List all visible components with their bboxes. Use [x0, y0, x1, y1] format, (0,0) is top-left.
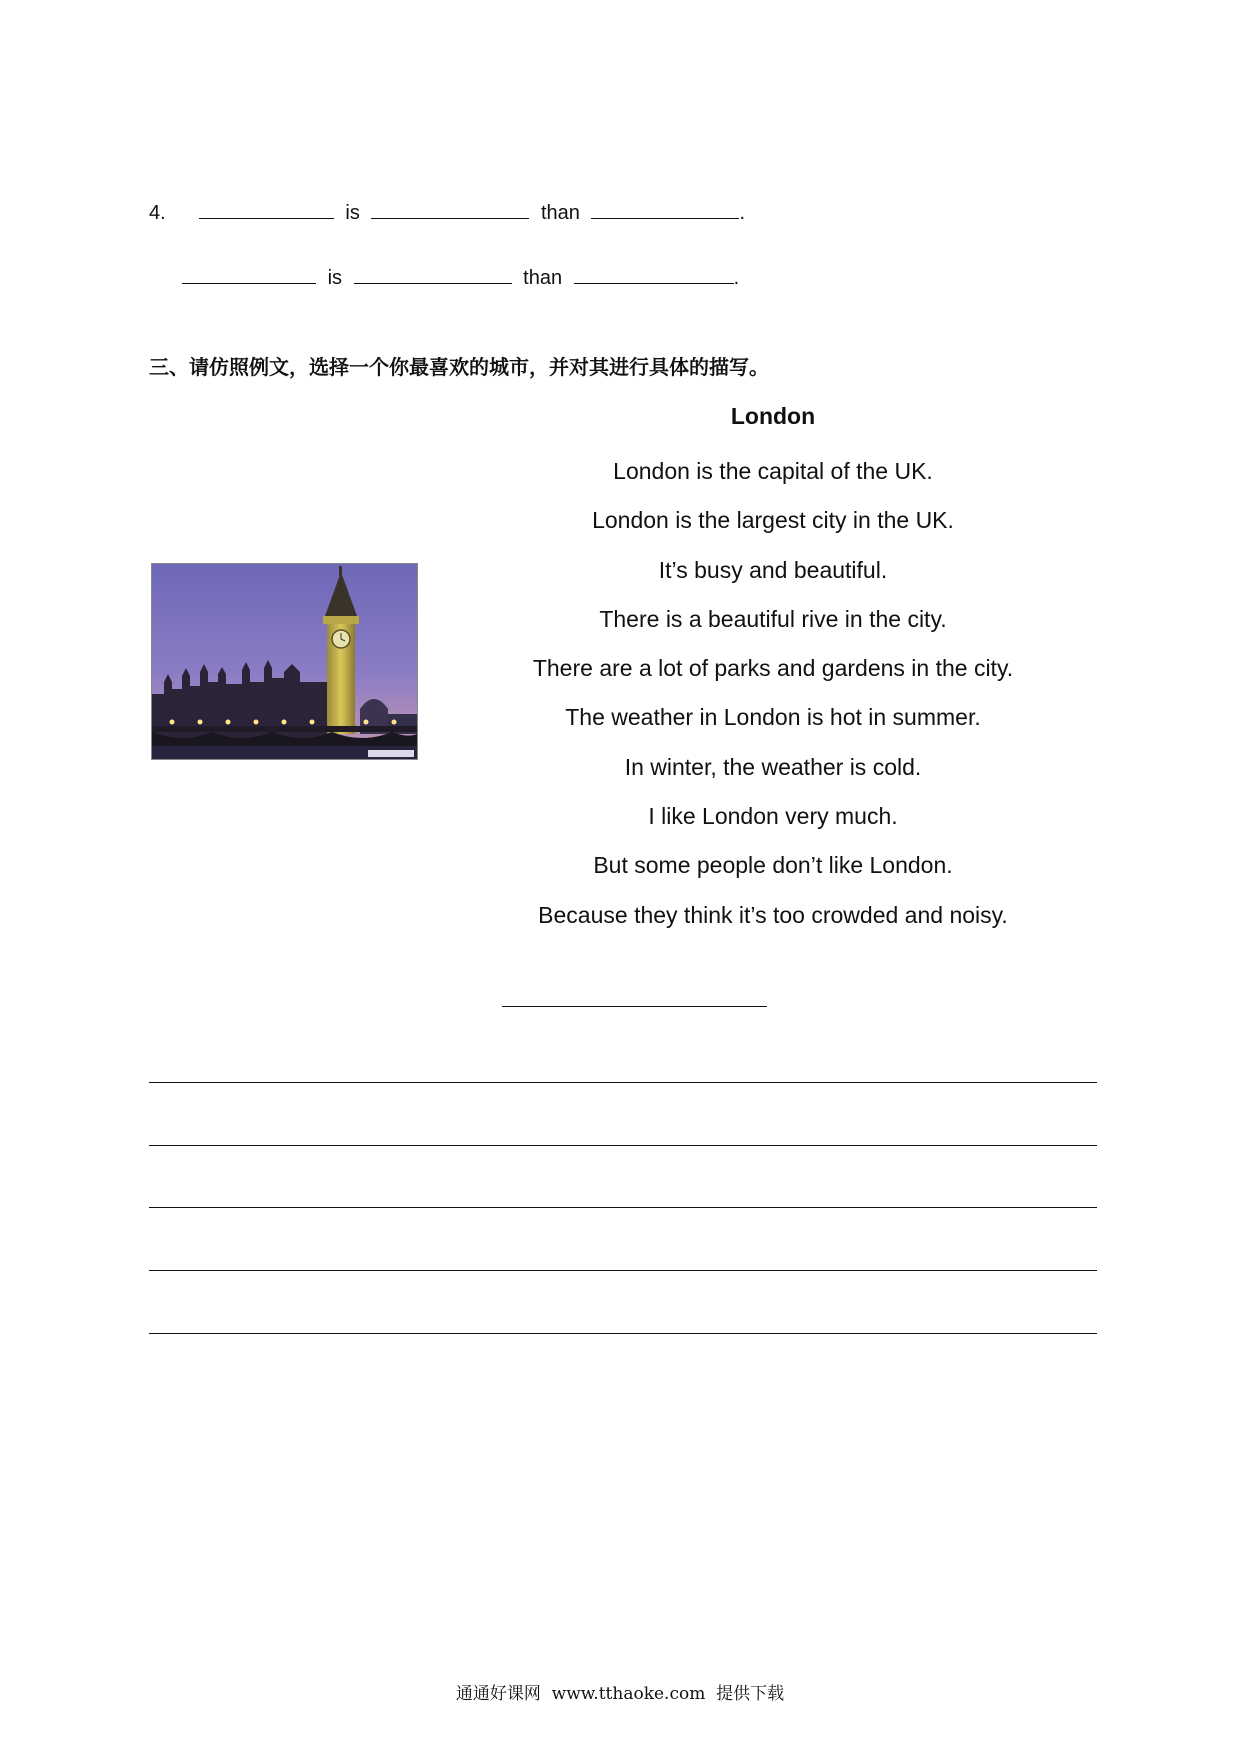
passage-title: London	[730, 403, 816, 429]
writing-line[interactable]	[149, 1207, 1097, 1208]
answer-blank[interactable]	[574, 265, 734, 284]
passage-line: There is a beautiful rive in the city.	[599, 605, 947, 632]
passage-line: Because they think it’s too crowded and noisy.	[538, 901, 1008, 928]
word-than: than	[540, 202, 580, 224]
answer-blank[interactable]	[371, 200, 529, 219]
exercise-4-line-2	[182, 265, 739, 290]
passage-line: London is the capital of the UK.	[613, 458, 933, 484]
writing-line[interactable]	[149, 1270, 1097, 1271]
passage-line: The weather in London is hot in summer.	[565, 704, 981, 731]
passage-line: But some people don’t like London.	[593, 852, 953, 879]
page-footer: 通通好课网 www.tthaoke.com 提供下载	[455, 1684, 785, 1704]
exercise-4-line-1	[149, 200, 745, 225]
big-ben-photo	[151, 563, 418, 760]
writing-line[interactable]	[149, 1333, 1097, 1334]
answer-blank[interactable]	[591, 200, 739, 219]
answer-blank[interactable]	[354, 265, 512, 284]
section-3-heading: 三、请仿照例文，选择一个你最喜欢的城市，并对其进行具体的描写。	[149, 355, 769, 379]
word-is: is	[327, 267, 343, 289]
answer-blank[interactable]	[199, 200, 334, 219]
period: .	[733, 267, 740, 289]
passage-line: In winter, the weather is cold.	[624, 753, 922, 780]
answer-blank[interactable]	[182, 265, 316, 284]
period: .	[739, 202, 746, 224]
model-passage	[470, 398, 1076, 940]
passage-line: It’s busy and beautiful.	[658, 556, 888, 583]
passage-line: I like London very much.	[648, 803, 898, 830]
writing-line[interactable]	[149, 1082, 1097, 1083]
word-than: than	[523, 267, 563, 289]
writing-line[interactable]	[149, 1145, 1097, 1146]
passage-line: London is the largest city in the UK.	[592, 507, 954, 534]
word-is: is	[345, 202, 360, 224]
city-title-blank[interactable]	[502, 1006, 767, 1007]
exercise-number: 4.	[149, 202, 166, 224]
passage-line: There are a lot of parks and gardens in the city.	[532, 655, 1014, 682]
